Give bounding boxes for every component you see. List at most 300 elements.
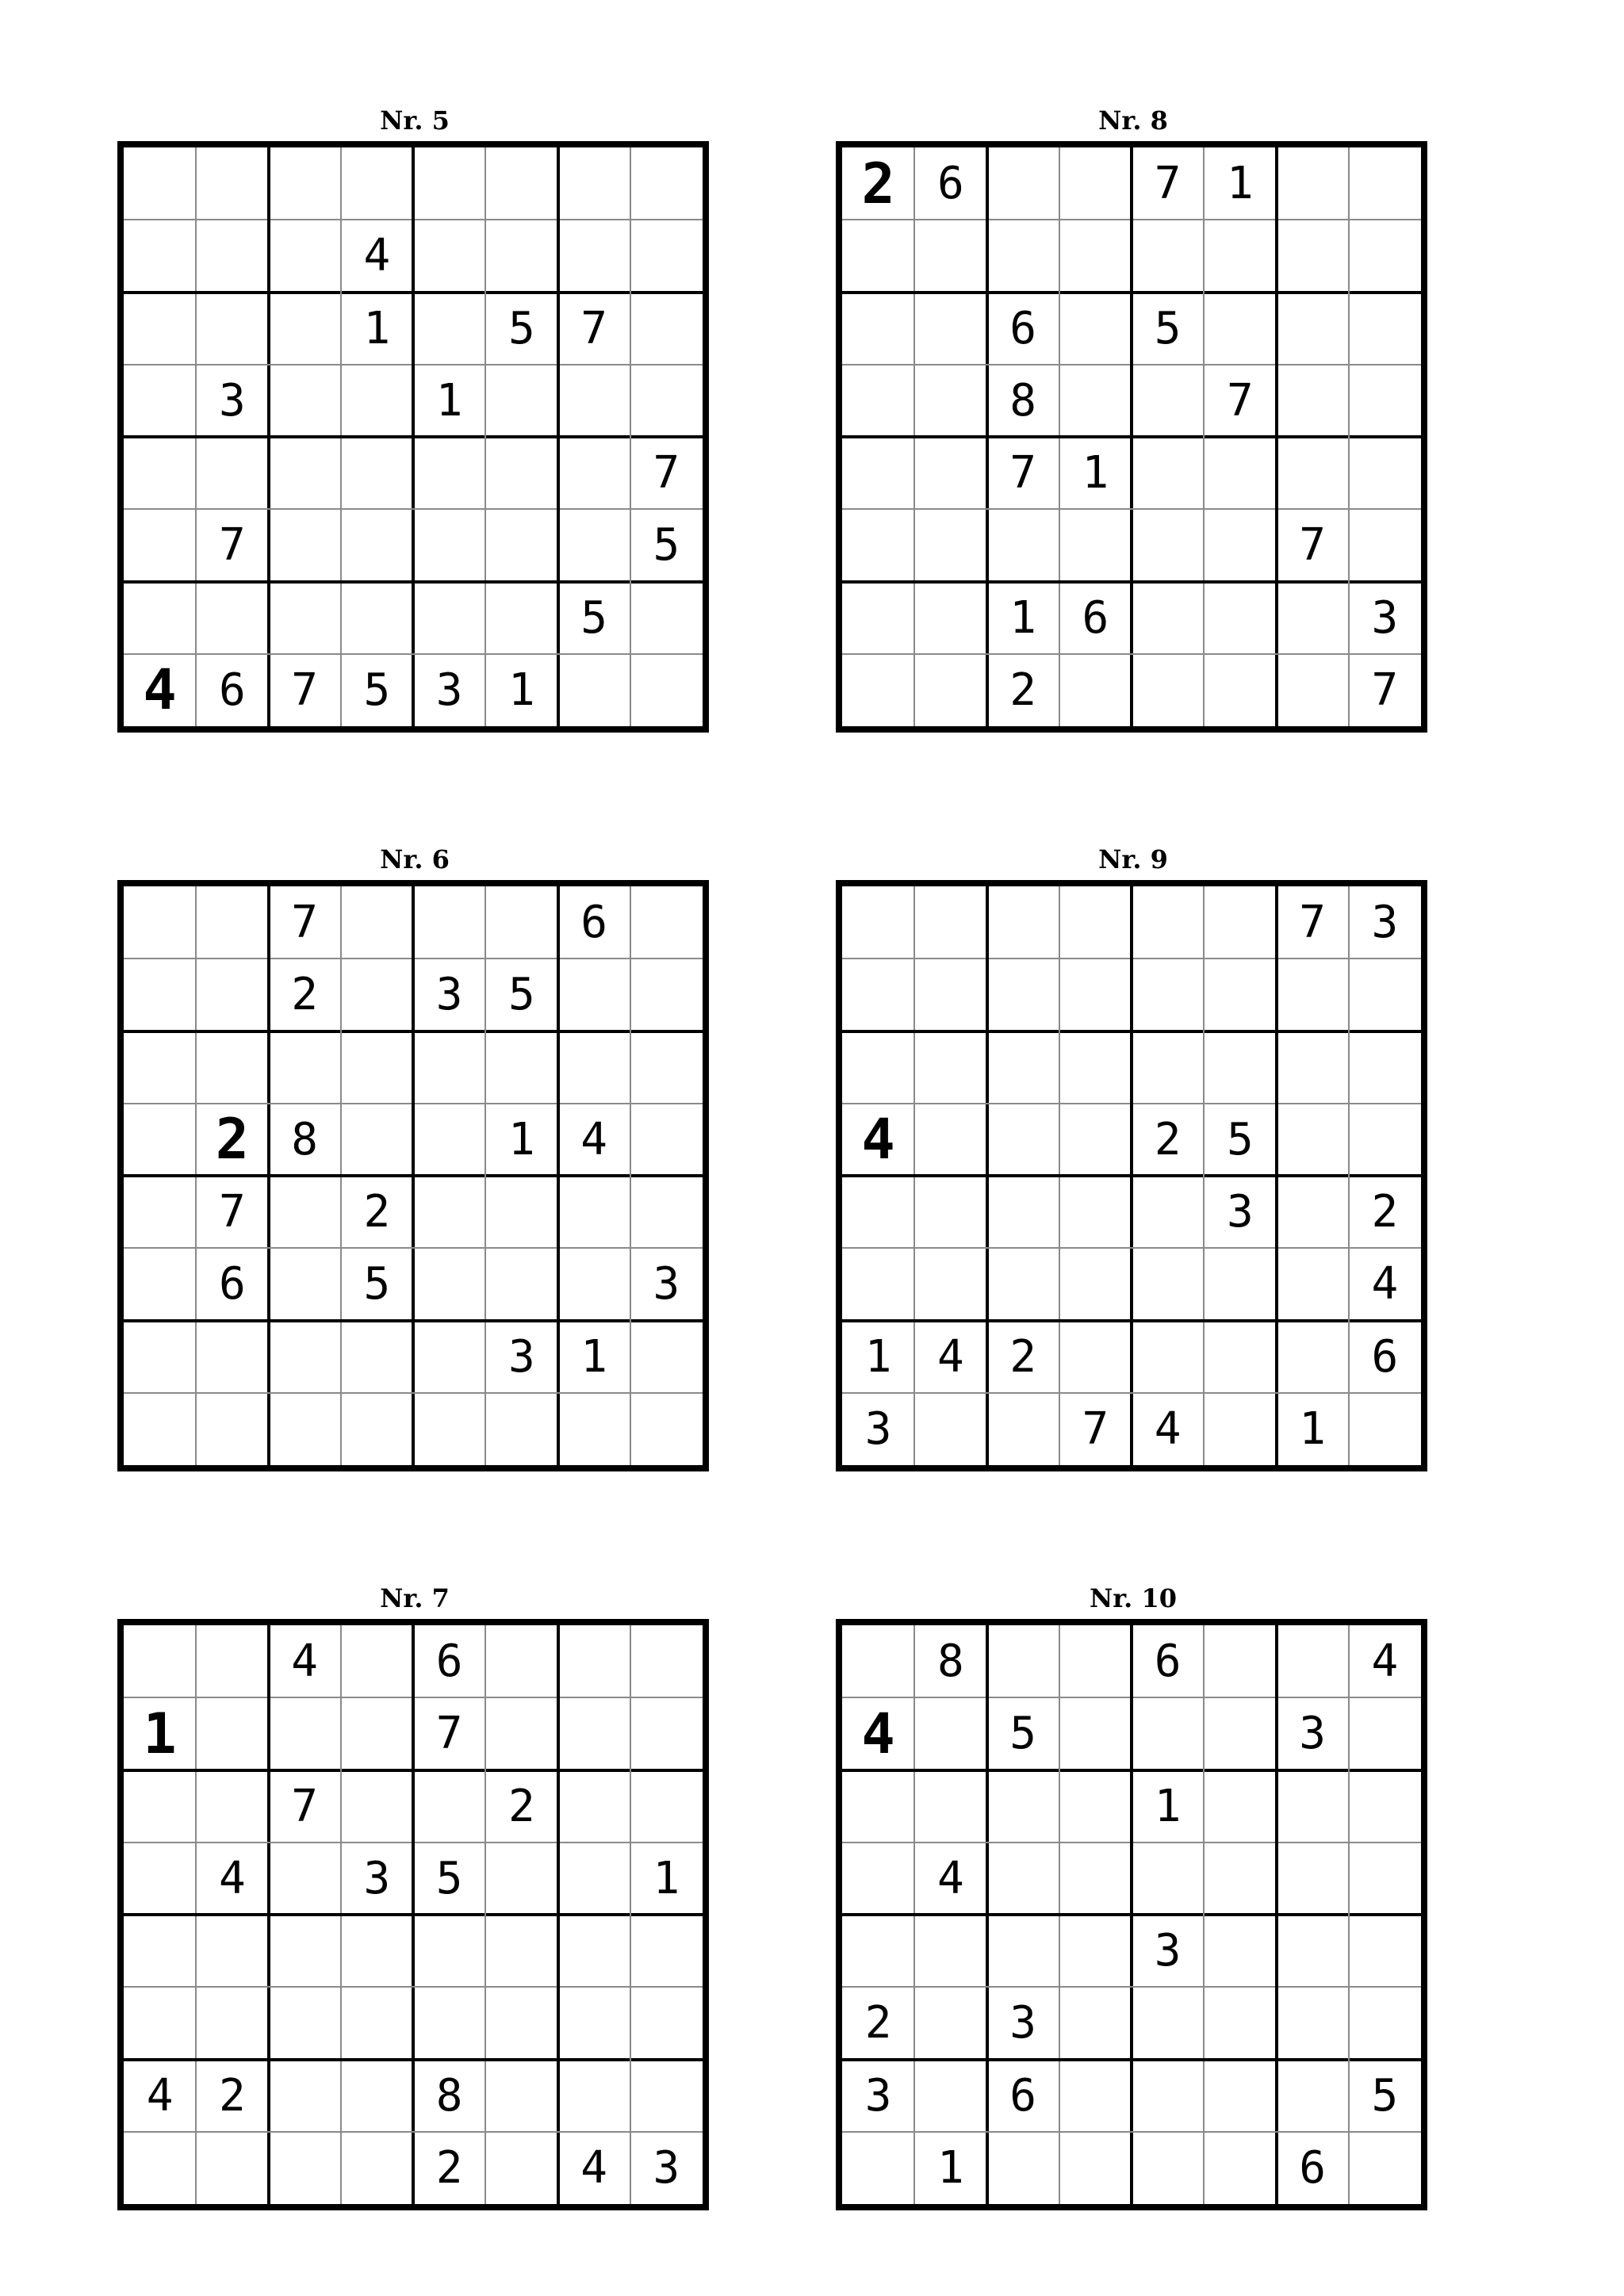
- sudoku-cell: [1204, 1843, 1276, 1915]
- sudoku-cell: [196, 1770, 268, 1843]
- sudoku-cell: [842, 886, 914, 959]
- sudoku-cell: [485, 1625, 557, 1697]
- sudoku-cell: [1349, 293, 1421, 365]
- sudoku-cell: [842, 1915, 914, 1987]
- sudoku-cell: 8: [1009, 374, 1036, 427]
- sudoku-cell: [269, 1248, 341, 1320]
- sudoku-cell: [842, 1843, 914, 1915]
- sudoku-cell: [1132, 654, 1204, 726]
- sudoku-cell: [1204, 2060, 1276, 2132]
- sudoku-cell: [1059, 1176, 1132, 1248]
- sudoku-cell: [558, 1248, 630, 1320]
- sudoku-cell: [914, 1770, 986, 1843]
- sudoku-cell: [269, 1843, 341, 1915]
- sudoku-cell: 7: [1227, 374, 1254, 427]
- sudoku-cell: [341, 1104, 413, 1176]
- sudoku-cell: [1204, 1915, 1276, 1987]
- sudoku-cell: [341, 582, 413, 654]
- sudoku-cell: [1204, 2132, 1276, 2204]
- sudoku-cell: [413, 582, 485, 654]
- puzzle-title: Nr. 8: [1098, 105, 1168, 136]
- sudoku-cell: [413, 1321, 485, 1393]
- sudoku-cell: [1204, 959, 1276, 1031]
- sudoku-cell: [413, 1987, 485, 2059]
- sudoku-cell: [842, 365, 914, 437]
- sudoku-cell: 2: [219, 2069, 246, 2122]
- sudoku-cell: [1277, 293, 1349, 365]
- sudoku-cell: [630, 1031, 703, 1104]
- sudoku-cell: 2: [1154, 1113, 1182, 1165]
- sudoku-cell: [914, 1104, 986, 1176]
- sudoku-cell: [485, 1915, 557, 1987]
- sudoku-cell: [987, 1104, 1059, 1176]
- sudoku-cell: 2: [435, 2141, 463, 2194]
- sudoku-cell: [413, 1176, 485, 1248]
- sudoku-cell: 5: [1371, 2069, 1399, 2122]
- sudoku-cell: [842, 1248, 914, 1320]
- sudoku-cell: 3: [1009, 1997, 1036, 2049]
- sudoku-cell: [987, 1248, 1059, 1320]
- sudoku-cell: 6: [580, 897, 607, 949]
- sudoku-cell: [558, 1843, 630, 1915]
- sudoku-board: [836, 880, 1427, 1471]
- sudoku-cell: [1349, 1393, 1421, 1465]
- sudoku-cell: [1059, 1987, 1132, 2059]
- sudoku-cell: 5: [1009, 1708, 1036, 1760]
- sudoku-cell: [914, 1915, 986, 1987]
- sudoku-cell: [485, 437, 557, 509]
- sudoku-cell: [196, 1393, 268, 1465]
- sudoku-cell: [1277, 1321, 1349, 1393]
- sudoku-cell: [1277, 1248, 1349, 1320]
- sudoku-cell: [196, 1031, 268, 1104]
- sudoku-cell: 7: [291, 664, 318, 716]
- sudoku-cell: [1132, 582, 1204, 654]
- sudoku-cell: 7: [219, 519, 246, 572]
- sudoku-cell: [558, 654, 630, 726]
- sudoku-cell: [1132, 1987, 1204, 2059]
- sudoku-cell: [485, 1843, 557, 1915]
- sudoku-cell: [1059, 1697, 1132, 1770]
- sudoku-cell: [842, 1625, 914, 1697]
- sudoku-cell: [269, 582, 341, 654]
- sudoku-cell: [269, 220, 341, 292]
- sudoku-cell: [1059, 293, 1132, 365]
- sudoku-cell: [1204, 1031, 1276, 1104]
- sudoku-cell: [196, 1915, 268, 1987]
- sudoku-cell: [124, 1321, 196, 1393]
- sudoku-cell: [1277, 1915, 1349, 1987]
- sudoku-cell: [485, 1176, 557, 1248]
- sudoku-cell: [630, 1697, 703, 1770]
- sudoku-cell: [558, 365, 630, 437]
- sudoku-cell: 3: [1154, 1925, 1182, 1977]
- sudoku-cell: 7: [291, 1780, 318, 1832]
- sudoku-cell: [1059, 1625, 1132, 1697]
- sudoku-cell: [914, 220, 986, 292]
- sudoku-cell: [485, 1987, 557, 2059]
- sudoku-cell: [914, 886, 986, 959]
- sudoku-cell: [1204, 1248, 1276, 1320]
- sudoku-cell: 5: [580, 591, 607, 644]
- sudoku-cell: [1059, 220, 1132, 292]
- sudoku-cell: 3: [653, 2141, 680, 2194]
- sudoku-cell: [269, 509, 341, 581]
- sudoku-cell: 4: [143, 657, 177, 723]
- sudoku-cell: [842, 582, 914, 654]
- sudoku-cell: [341, 959, 413, 1031]
- sudoku-cell: 2: [215, 1107, 249, 1173]
- sudoku-cell: [1277, 437, 1349, 509]
- sudoku-cell: [1349, 365, 1421, 437]
- sudoku-cell: [124, 582, 196, 654]
- sudoku-cell: [196, 220, 268, 292]
- sudoku-cell: [1059, 1031, 1132, 1104]
- sudoku-cell: [269, 2060, 341, 2132]
- sudoku-cell: [914, 1031, 986, 1104]
- sudoku-cell: [413, 437, 485, 509]
- sudoku-cell: [1349, 1770, 1421, 1843]
- sudoku-cell: [485, 1248, 557, 1320]
- sudoku-cell: [1204, 220, 1276, 292]
- sudoku-board: [836, 141, 1427, 733]
- sudoku-cell: 1: [864, 1330, 892, 1383]
- sudoku-cell: [987, 1915, 1059, 1987]
- sudoku-cell: [269, 1697, 341, 1770]
- sudoku-cell: 5: [363, 1258, 391, 1311]
- puzzle-title: Nr. 10: [1090, 1583, 1177, 1613]
- sudoku-cell: [124, 959, 196, 1031]
- sudoku-cell: [1277, 220, 1349, 292]
- sudoku-board: [836, 1619, 1427, 2210]
- sudoku-cell: 6: [1154, 1636, 1182, 1688]
- sudoku-cell: [630, 1393, 703, 1465]
- sudoku-cell: [987, 959, 1059, 1031]
- sudoku-cell: [124, 293, 196, 365]
- sudoku-cell: [630, 1321, 703, 1393]
- sudoku-cell: [1349, 437, 1421, 509]
- sudoku-cell: [1277, 654, 1349, 726]
- sudoku-cell: 7: [219, 1186, 246, 1238]
- sudoku-cell: [914, 509, 986, 581]
- sudoku-cell: 4: [1154, 1402, 1182, 1455]
- sudoku-cell: 1: [1009, 591, 1036, 644]
- sudoku-cell: [1059, 1248, 1132, 1320]
- sudoku-cell: [1132, 1843, 1204, 1915]
- sudoku-cell: [914, 582, 986, 654]
- sudoku-cell: [485, 582, 557, 654]
- sudoku-cell: [413, 1393, 485, 1465]
- sudoku-cell: [1204, 582, 1276, 654]
- sudoku-cell: [341, 1770, 413, 1843]
- sudoku-cell: [485, 1031, 557, 1104]
- sudoku-cell: [1204, 1393, 1276, 1465]
- sudoku-cell: 2: [363, 1186, 391, 1238]
- sudoku-cell: [558, 959, 630, 1031]
- sudoku-cell: [842, 1770, 914, 1843]
- sudoku-cell: 6: [219, 664, 246, 716]
- sudoku-cell: 7: [653, 447, 680, 499]
- sudoku-cell: 5: [435, 1852, 463, 1904]
- sudoku-cell: 4: [580, 2141, 607, 2194]
- sudoku-cell: [1059, 2132, 1132, 2204]
- sudoku-cell: [1204, 1625, 1276, 1697]
- sudoku-cell: [196, 886, 268, 959]
- sudoku-cell: 8: [291, 1113, 318, 1165]
- sudoku-cell: [196, 582, 268, 654]
- sudoku-board: [117, 1619, 709, 2210]
- sudoku-cell: 3: [435, 969, 463, 1021]
- sudoku-cell: 5: [508, 302, 535, 354]
- sudoku-cell: [842, 959, 914, 1031]
- sudoku-cell: 7: [435, 1708, 463, 1760]
- sudoku-cell: [1349, 1987, 1421, 2059]
- sudoku-cell: 7: [1154, 158, 1182, 210]
- sudoku-cell: [1349, 2132, 1421, 2204]
- sudoku-cell: [269, 437, 341, 509]
- sudoku-cell: 4: [861, 1107, 895, 1173]
- sudoku-cell: [1059, 2060, 1132, 2132]
- sudoku-cell: [1059, 1321, 1132, 1393]
- sudoku-cell: [558, 437, 630, 509]
- sudoku-cell: [1132, 437, 1204, 509]
- sudoku-cell: [842, 654, 914, 726]
- sudoku-cell: [1059, 509, 1132, 581]
- sudoku-cell: [842, 220, 914, 292]
- sudoku-cell: [1277, 1770, 1349, 1843]
- sudoku-cell: 4: [937, 1330, 964, 1383]
- sudoku-cell: [485, 1393, 557, 1465]
- sudoku-cell: 4: [861, 1701, 895, 1766]
- sudoku-cell: [630, 959, 703, 1031]
- sudoku-cell: 4: [291, 1636, 318, 1688]
- sudoku-cell: [987, 2132, 1059, 2204]
- sudoku-cell: [269, 293, 341, 365]
- sudoku-cell: [413, 509, 485, 581]
- sudoku-cell: [842, 2132, 914, 2204]
- sudoku-cell: [914, 2060, 986, 2132]
- sudoku-cell: 5: [363, 664, 391, 716]
- sudoku-cell: 7: [1371, 664, 1399, 716]
- sudoku-cell: [341, 2060, 413, 2132]
- sudoku-cell: [341, 1915, 413, 1987]
- sudoku-cell: [341, 886, 413, 959]
- sudoku-cell: 5: [653, 519, 680, 572]
- sudoku-cell: [485, 509, 557, 581]
- sudoku-cell: [1204, 886, 1276, 959]
- sudoku-cell: [558, 147, 630, 220]
- sudoku-cell: 7: [1299, 897, 1326, 949]
- sudoku-cell: [1349, 147, 1421, 220]
- sudoku-cell: [1204, 1987, 1276, 2059]
- sudoku-cell: [630, 1176, 703, 1248]
- sudoku-cell: 1: [1299, 1402, 1326, 1455]
- sudoku-cell: [413, 1770, 485, 1843]
- sudoku-cell: 1: [580, 1330, 607, 1383]
- sudoku-cell: [630, 1104, 703, 1176]
- sudoku-cell: [269, 365, 341, 437]
- sudoku-cell: [124, 886, 196, 959]
- sudoku-cell: [413, 1248, 485, 1320]
- sudoku-cell: 4: [219, 1852, 246, 1904]
- sudoku-cell: [558, 1770, 630, 1843]
- sudoku-cell: 6: [435, 1636, 463, 1688]
- sudoku-cell: 6: [1009, 2069, 1036, 2122]
- sudoku-cell: [987, 1031, 1059, 1104]
- sudoku-cell: [1349, 509, 1421, 581]
- sudoku-cell: [196, 437, 268, 509]
- sudoku-cell: 1: [1154, 1780, 1182, 1832]
- sudoku-cell: [196, 1987, 268, 2059]
- sudoku-cell: [1204, 654, 1276, 726]
- sudoku-cell: [1277, 1104, 1349, 1176]
- sudoku-board: [117, 880, 709, 1471]
- sudoku-cell: 1: [363, 302, 391, 354]
- puzzle-title: Nr. 7: [380, 1583, 450, 1613]
- sudoku-cell: 6: [1009, 302, 1036, 354]
- sudoku-cell: 4: [146, 2069, 174, 2122]
- sudoku-cell: [1059, 1104, 1132, 1176]
- sudoku-cell: [1277, 582, 1349, 654]
- sudoku-cell: [630, 1625, 703, 1697]
- sudoku-cell: 4: [363, 230, 391, 282]
- sudoku-cell: [842, 1176, 914, 1248]
- sudoku-cell: [124, 509, 196, 581]
- sudoku-cell: [124, 147, 196, 220]
- sudoku-cell: [341, 437, 413, 509]
- sudoku-cell: [124, 1393, 196, 1465]
- sudoku-cell: 6: [1082, 591, 1109, 644]
- sudoku-cell: [630, 582, 703, 654]
- sudoku-cell: 1: [937, 2141, 964, 2194]
- sudoku-cell: [341, 1031, 413, 1104]
- sudoku-cell: [1277, 147, 1349, 220]
- sudoku-cell: 5: [1154, 302, 1182, 354]
- sudoku-cell: [558, 1915, 630, 1987]
- sudoku-cell: [196, 293, 268, 365]
- sudoku-cell: [630, 293, 703, 365]
- sudoku-cell: [1059, 1915, 1132, 1987]
- sudoku-cell: [914, 1393, 986, 1465]
- sudoku-cell: [1059, 1770, 1132, 1843]
- sudoku-cell: [630, 1915, 703, 1987]
- sudoku-cell: [124, 437, 196, 509]
- sudoku-cell: [1349, 220, 1421, 292]
- sudoku-cell: [269, 1176, 341, 1248]
- sudoku-cell: [269, 147, 341, 220]
- sudoku-cell: [1132, 2060, 1204, 2132]
- sudoku-cell: [413, 1031, 485, 1104]
- sudoku-cell: [269, 2132, 341, 2204]
- sudoku-cell: 1: [1227, 158, 1254, 210]
- sudoku-cell: 3: [1299, 1708, 1326, 1760]
- sudoku-cell: [1204, 1697, 1276, 1770]
- puzzle-title: Nr. 5: [380, 105, 450, 136]
- sudoku-cell: [630, 1770, 703, 1843]
- sudoku-cell: 7: [580, 302, 607, 354]
- sudoku-cell: [842, 509, 914, 581]
- sudoku-cell: [558, 1625, 630, 1697]
- sudoku-cell: [1349, 1843, 1421, 1915]
- sudoku-cell: [558, 509, 630, 581]
- sudoku-cell: [124, 1770, 196, 1843]
- sudoku-cell: [1277, 1625, 1349, 1697]
- sudoku-cell: [987, 1176, 1059, 1248]
- sudoku-cell: [269, 1031, 341, 1104]
- sudoku-cell: [1132, 509, 1204, 581]
- sudoku-cell: [341, 1987, 413, 2059]
- sudoku-cell: 6: [1299, 2141, 1326, 2194]
- sudoku-cell: [124, 1625, 196, 1697]
- sudoku-cell: [269, 1915, 341, 1987]
- sudoku-cell: [1059, 1843, 1132, 1915]
- sudoku-cell: [124, 1104, 196, 1176]
- sudoku-cell: [124, 1248, 196, 1320]
- sudoku-cell: 6: [1371, 1330, 1399, 1383]
- sudoku-cell: [1132, 886, 1204, 959]
- sudoku-cell: [1132, 1321, 1204, 1393]
- sudoku-cell: [1132, 1697, 1204, 1770]
- sudoku-board: [117, 141, 709, 733]
- sudoku-cell: [269, 1393, 341, 1465]
- sudoku-cell: 7: [1299, 519, 1326, 572]
- sudoku-cell: [485, 2132, 557, 2204]
- sudoku-cell: 3: [1371, 897, 1399, 949]
- sudoku-cell: [1277, 1843, 1349, 1915]
- sudoku-cell: 2: [508, 1780, 535, 1832]
- sudoku-cell: [1277, 959, 1349, 1031]
- sudoku-cell: [630, 2060, 703, 2132]
- sudoku-cell: [1059, 959, 1132, 1031]
- sudoku-cell: [341, 365, 413, 437]
- sudoku-cell: [914, 959, 986, 1031]
- sudoku-cell: [914, 1176, 986, 1248]
- sudoku-cell: 3: [363, 1852, 391, 1904]
- sudoku-cell: 1: [508, 664, 535, 716]
- sudoku-cell: 3: [435, 664, 463, 716]
- sudoku-cell: [987, 1770, 1059, 1843]
- sudoku-cell: [1204, 509, 1276, 581]
- sudoku-cell: [196, 2132, 268, 2204]
- sudoku-cell: 7: [1009, 447, 1036, 499]
- sudoku-cell: [341, 1393, 413, 1465]
- sudoku-cell: [987, 509, 1059, 581]
- sudoku-cell: 5: [508, 969, 535, 1021]
- sudoku-cell: [196, 1321, 268, 1393]
- sudoku-cell: [914, 365, 986, 437]
- sudoku-cell: [558, 1697, 630, 1770]
- sudoku-cell: [124, 1987, 196, 2059]
- sudoku-cell: [842, 293, 914, 365]
- sudoku-cell: [1059, 147, 1132, 220]
- sudoku-cell: [987, 1393, 1059, 1465]
- sudoku-cell: [413, 1104, 485, 1176]
- sudoku-cell: [914, 1987, 986, 2059]
- sudoku-cell: [485, 886, 557, 959]
- sudoku-cell: [558, 2060, 630, 2132]
- sudoku-cell: [1132, 365, 1204, 437]
- sudoku-cell: 6: [937, 158, 964, 210]
- sudoku-cell: 2: [861, 151, 895, 216]
- sudoku-cell: 1: [653, 1852, 680, 1904]
- puzzle-title: Nr. 6: [380, 844, 450, 874]
- sudoku-cell: [987, 1843, 1059, 1915]
- sudoku-cell: 8: [435, 2069, 463, 2122]
- sudoku-cell: 2: [1009, 664, 1036, 716]
- sudoku-cell: 2: [864, 1997, 892, 2049]
- sudoku-cell: [341, 1697, 413, 1770]
- sudoku-cell: [485, 147, 557, 220]
